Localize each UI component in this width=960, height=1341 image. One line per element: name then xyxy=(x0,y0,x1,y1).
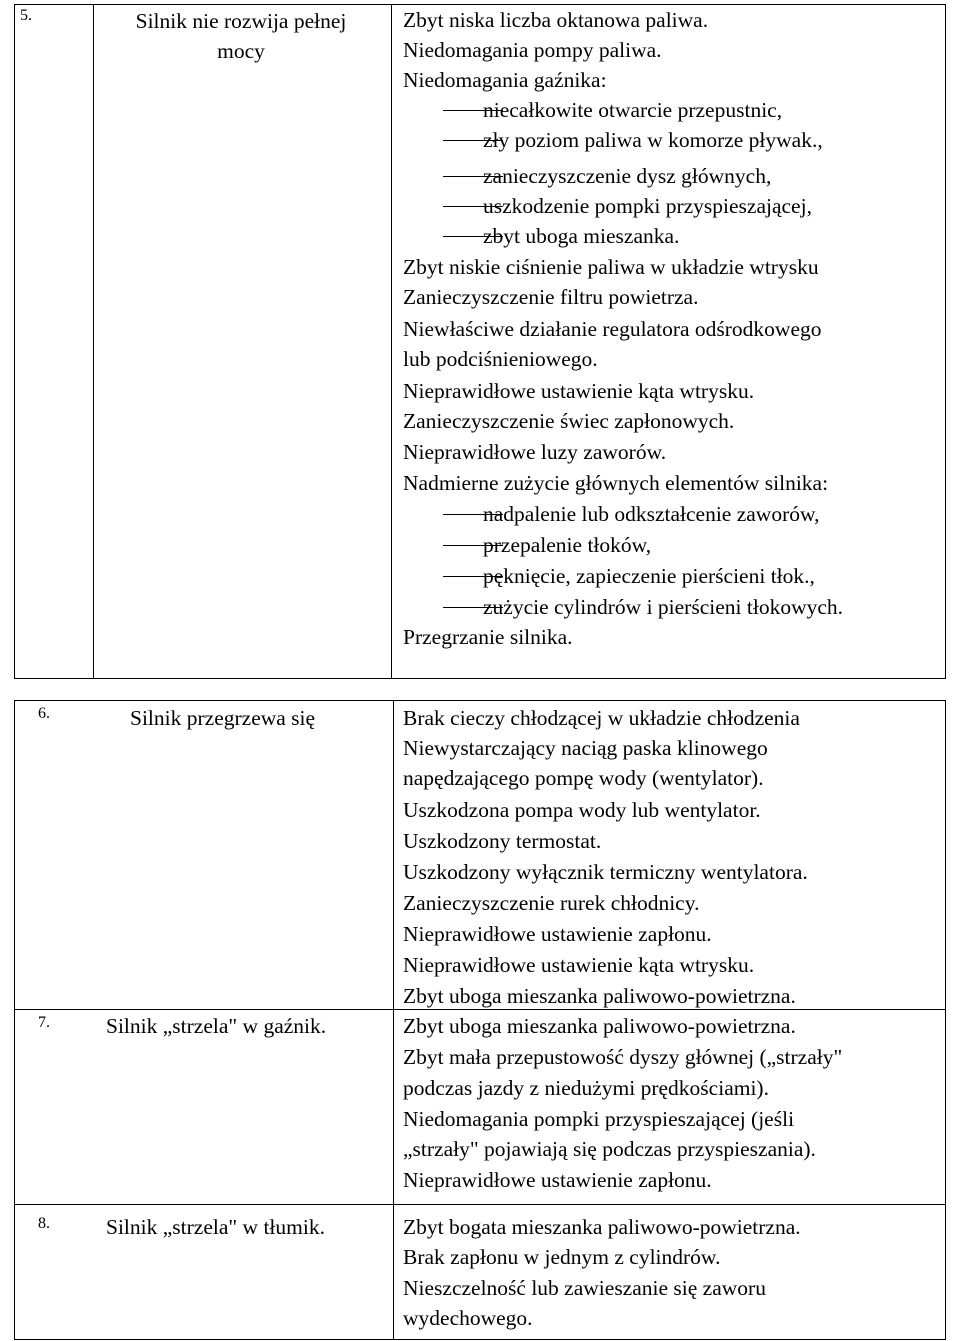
cause-subitem: zanieczyszczenie dysz głównych, xyxy=(483,164,772,188)
cause-item: Zanieczyszczenie filtru powietrza. xyxy=(403,285,699,309)
cause-item: Zbyt uboga mieszanka paliwowo-powietrzna. xyxy=(403,1014,796,1038)
cause-item: Brak cieczy chłodzącej w układzie chłodzenia xyxy=(403,706,800,730)
column-divider xyxy=(93,5,94,678)
row-number: 7. xyxy=(38,1014,50,1031)
cause-item: wydechowego. xyxy=(403,1306,533,1330)
row-number: 6. xyxy=(38,705,50,722)
symptom-label: Silnik przegrzewa się xyxy=(130,706,316,730)
row-divider xyxy=(15,1204,945,1205)
cause-item: „strzały" pojawiają się podczas przyspieszania). xyxy=(403,1137,816,1161)
cause-item: Przegrzanie silnika. xyxy=(403,625,573,649)
cause-item: Nieprawidłowe ustawienie kąta wtrysku. xyxy=(403,379,755,403)
cause-item: Zbyt niska liczba oktanowa paliwa. xyxy=(403,8,709,32)
column-divider xyxy=(391,5,392,678)
row-number: 8. xyxy=(38,1215,50,1232)
cause-item: Niewystarczający naciąg paska klinowego xyxy=(403,736,768,760)
symptom-label: Silnik „strzela" w tłumik. xyxy=(106,1215,325,1239)
symptom-line: mocy xyxy=(217,39,265,63)
cause-item: napędzającego pompę wody (wentylator). xyxy=(403,766,764,790)
row-number: 5. xyxy=(20,7,32,24)
cause-subitem: zły poziom paliwa w komorze pływak., xyxy=(483,128,823,152)
symptom-line: Silnik nie rozwija pełnej xyxy=(135,9,347,33)
cause-item: Zbyt mała przepustowość dyszy głównej („strzały" xyxy=(403,1045,843,1069)
cause-subitem: zbyt uboga mieszanka. xyxy=(483,224,680,248)
cause-item: Niedomagania pompy paliwa. xyxy=(403,38,662,62)
cause-item: Nadmierne zużycie głównych elementów silnika: xyxy=(403,471,829,495)
cause-item: podczas jazdy z niedużymi prędkościami). xyxy=(403,1076,769,1100)
cause-item: Zanieczyszczenie świec zapłonowych. xyxy=(403,409,735,433)
cause-item: lub podciśnieniowego. xyxy=(403,347,598,371)
cause-item: Niewłaściwe działanie regulatora odśrodkowego xyxy=(403,317,822,341)
cause-item: Brak zapłonu w jednym z cylindrów. xyxy=(403,1245,721,1269)
cause-item: Nieprawidłowe ustawienie zapłonu. xyxy=(403,922,712,946)
cause-subitem: nadpalenie lub odkształcenie zaworów, xyxy=(483,502,820,526)
cause-subitem: przepalenie tłoków, xyxy=(483,533,652,557)
symptom-label: Silnik „strzela" w gaźnik. xyxy=(106,1014,327,1038)
cause-item: Zbyt uboga mieszanka paliwowo-powietrzna. xyxy=(403,984,796,1008)
cause-item: Zbyt bogata mieszanka paliwowo-powietrzna. xyxy=(403,1215,801,1239)
symptom-label xyxy=(96,6,386,66)
column-divider xyxy=(393,701,394,1339)
cause-subitem: zużycie cylindrów i pierścieni tłokowych. xyxy=(483,595,844,619)
cause-subitem: niecałkowite otwarcie przepustnic, xyxy=(483,98,783,122)
cause-item: Uszkodzona pompa wody lub wentylator. xyxy=(403,798,761,822)
cause-item: Zbyt niskie ciśnienie paliwa w układzie wtrysku xyxy=(403,255,819,279)
cause-item: Zanieczyszczenie rurek chłodnicy. xyxy=(403,891,700,915)
cause-subitem: uszkodzenie pompki przyspieszającej, xyxy=(483,194,812,218)
cause-subitem: pęknięcie, zapieczenie pierścieni tłok., xyxy=(483,564,815,588)
cause-item: Nieprawidłowe luzy zaworów. xyxy=(403,440,667,464)
cause-item: Nieszczelność lub zawieszanie się zaworu xyxy=(403,1276,766,1300)
cause-item: Niedomagania pompki przyspieszającej (jeśli xyxy=(403,1107,795,1131)
cause-item: Uszkodzony wyłącznik termiczny wentylatora. xyxy=(403,860,808,884)
cause-item: Nieprawidłowe ustawienie kąta wtrysku. xyxy=(403,953,755,977)
cause-item: Niedomagania gaźnika: xyxy=(403,68,607,92)
cause-item: Uszkodzony termostat. xyxy=(403,829,602,853)
cause-item: Nieprawidłowe ustawienie zapłonu. xyxy=(403,1168,712,1192)
